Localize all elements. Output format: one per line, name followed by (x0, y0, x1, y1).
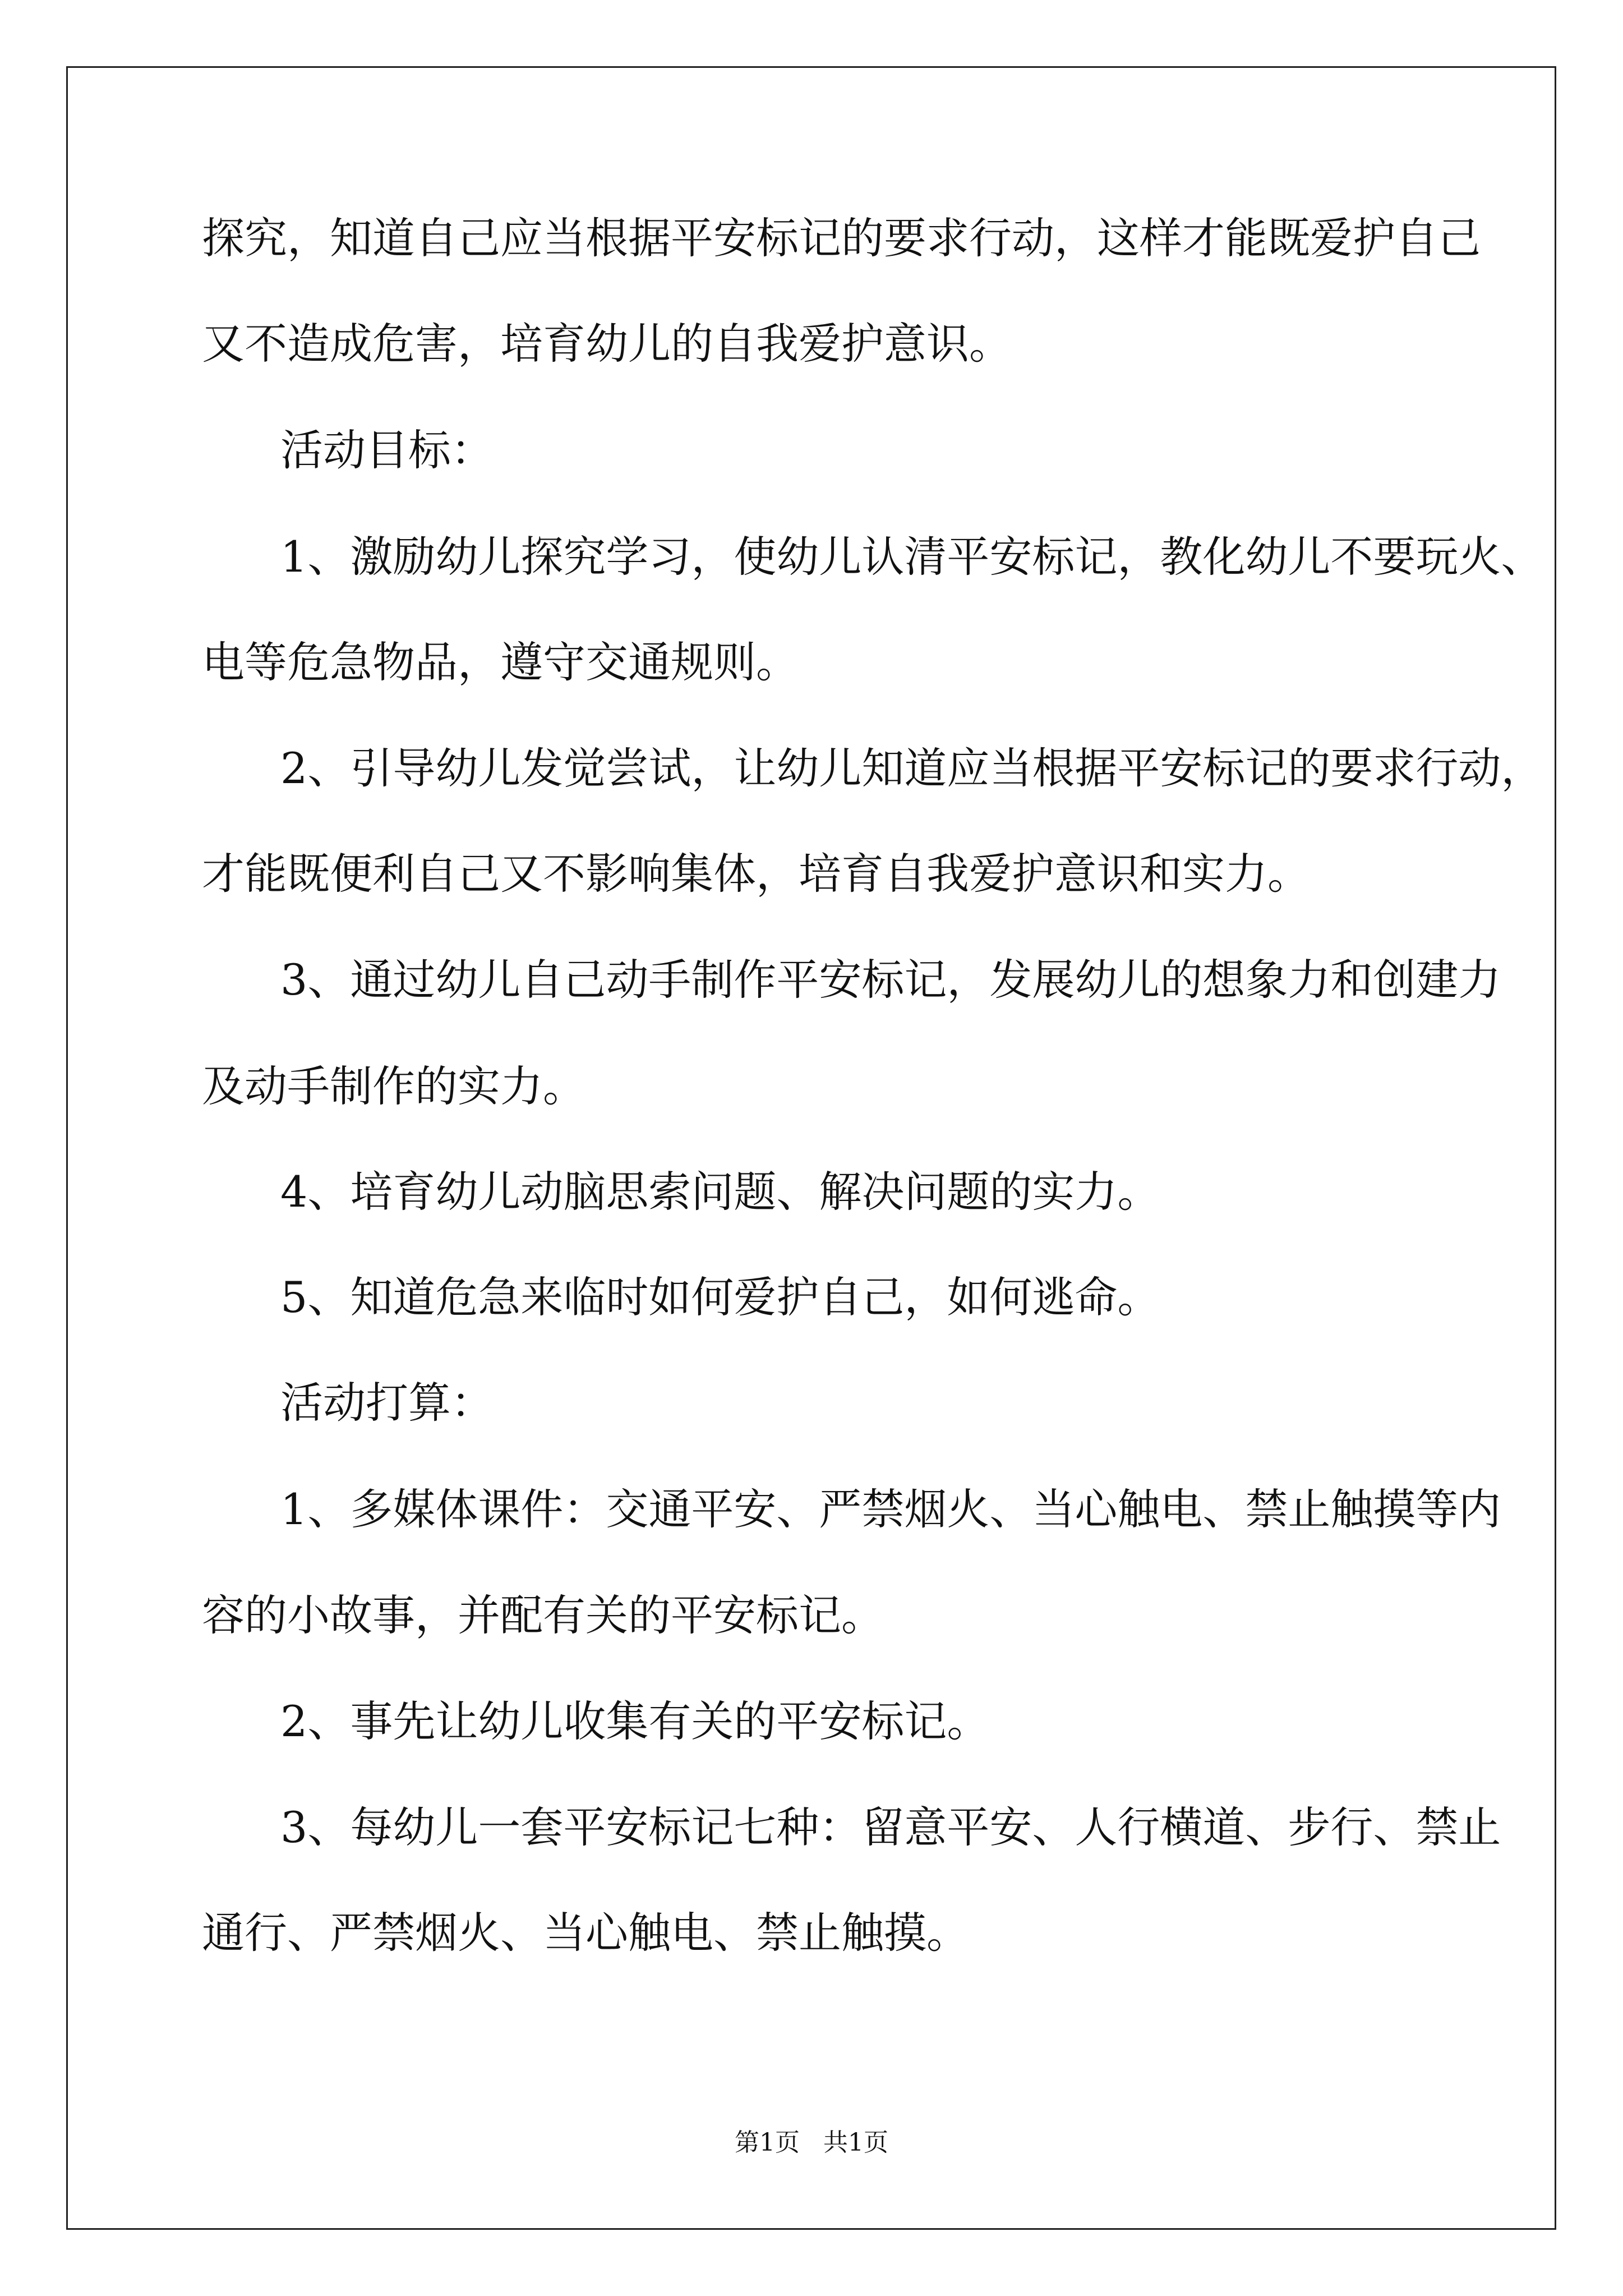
text-line: 才能既便利自己又不影响集体，培育自我爱护意识和实力。 (202, 849, 1310, 899)
text-line: 探究，知道自己应当根据平安标记的要求行动，这样才能既爱护自己 (202, 213, 1481, 263)
section-heading-goals: 活动目标： (280, 425, 494, 475)
section-heading-preparation: 活动打算： (280, 1378, 494, 1428)
text-line: 4、培育幼儿动脑思索问题、解决问题的实力。 (280, 1167, 1160, 1217)
page-border (66, 66, 1556, 2230)
text-line: 3、通过幼儿自己动手制作平安标记，发展幼儿的想象力和创建力 (280, 955, 1501, 1005)
text-line: 容的小故事，并配有关的平安标记。 (202, 1590, 884, 1640)
text-line: 1、多媒体课件：交通平安、严禁烟火、当心触电、禁止触摸等内 (280, 1484, 1501, 1534)
text-line: 通行、严禁烟火、当心触电、禁止触摸。 (202, 1908, 969, 1958)
text-line: 电等危急物品，遵守交通规则。 (202, 637, 799, 687)
text-line: 1、激励幼儿探究学习，使幼儿认清平安标记，教化幼儿不要玩火、 (280, 532, 1544, 582)
text-line: 3、每幼儿一套平安标记七种：留意平安、人行横道、步行、禁止 (280, 1802, 1501, 1852)
text-line: 及动手制作的实力。 (202, 1061, 585, 1111)
text-line: 又不造成危害，培育幼儿的自我爱护意识。 (202, 319, 1012, 369)
text-line: 2、事先让幼儿收集有关的平安标记。 (280, 1696, 990, 1746)
text-line: 5、知道危急来临时如何爱护自己，如何逃命。 (280, 1272, 1160, 1322)
text-line: 2、引导幼儿发觉尝试，让幼儿知道应当根据平安标记的要求行动， (280, 743, 1544, 793)
page-number: 第1页 共1页 (735, 2128, 888, 2157)
